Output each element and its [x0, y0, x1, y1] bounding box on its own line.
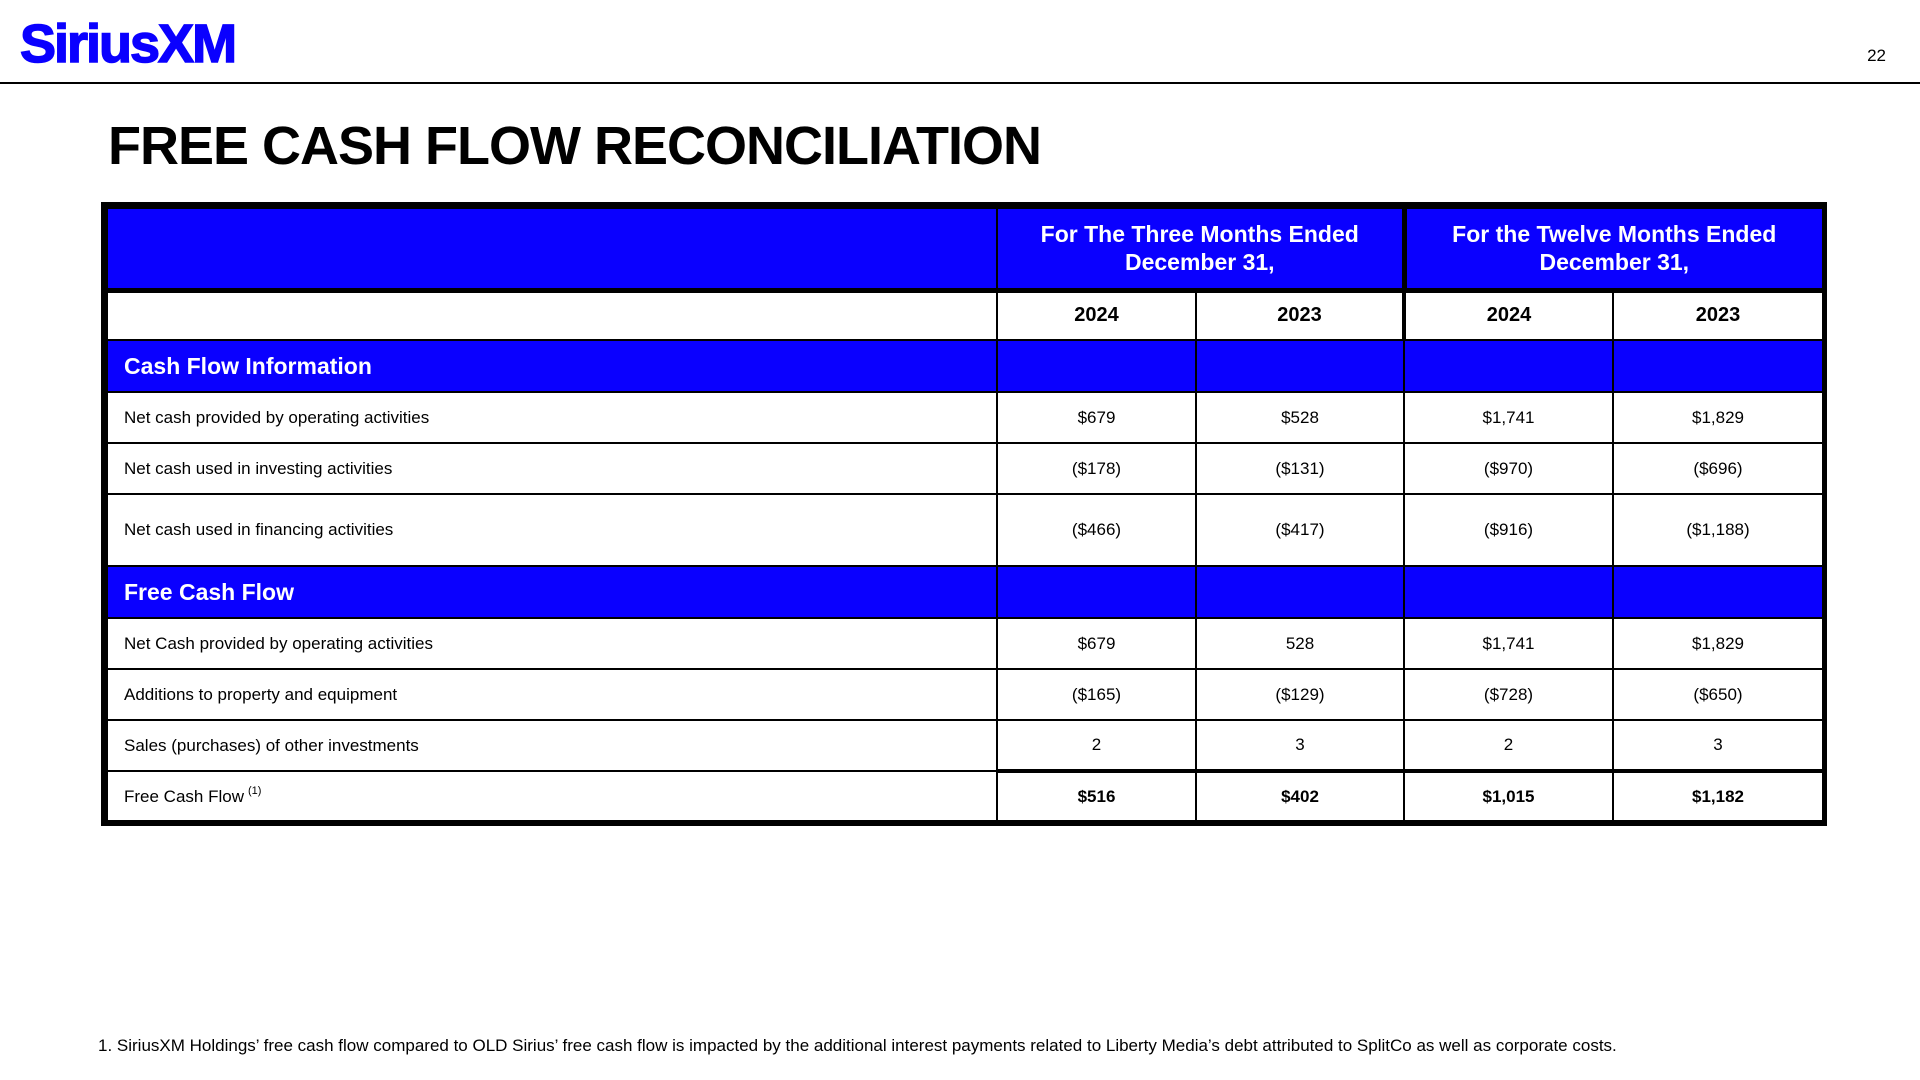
- row-label: Net Cash provided by operating activities: [107, 618, 997, 669]
- cell-value: $1,829: [1613, 618, 1823, 669]
- year-header: 2023: [1196, 290, 1404, 340]
- table-row: [107, 392, 1823, 443]
- header-divider: [0, 82, 1920, 84]
- cell-value: $1,741: [1404, 392, 1613, 443]
- section-fill: [1196, 340, 1404, 392]
- cell-value: $528: [1196, 392, 1404, 443]
- three-months-header: For The Three Months Ended December 31,: [997, 208, 1404, 290]
- row-label: Net cash provided by operating activities: [107, 392, 997, 443]
- cell-value: ($1,188): [1613, 494, 1823, 566]
- cell-value: ($970): [1404, 443, 1613, 494]
- year-blank-cell: [107, 290, 997, 340]
- reconciliation-table: [101, 202, 1827, 826]
- page-number: 22: [1867, 46, 1886, 65]
- section-fill: [1196, 566, 1404, 618]
- cell-value: $1,741: [1404, 618, 1613, 669]
- cell-value: 2: [997, 720, 1196, 771]
- row-label: Net cash used in investing activities: [107, 443, 997, 494]
- cell-value: $1,829: [1613, 392, 1823, 443]
- cell-value: ($178): [997, 443, 1196, 494]
- section-fill: [1613, 340, 1823, 392]
- header-blank-cell: [107, 208, 997, 290]
- total-row: [107, 771, 1823, 821]
- cell-value: 2: [1404, 720, 1613, 771]
- cell-value: ($417): [1196, 494, 1404, 566]
- cell-value: ($728): [1404, 669, 1613, 720]
- section-fill: [1404, 340, 1613, 392]
- row-label: Additions to property and equipment: [107, 669, 997, 720]
- page-title: FREE CASH FLOW RECONCILIATION: [108, 116, 1041, 176]
- table-row: [107, 443, 1823, 494]
- reconciliation-grid: [106, 207, 1824, 822]
- total-value: $516: [997, 771, 1196, 821]
- section-header-free-cash-flow: [107, 566, 1823, 618]
- year-header: 2024: [997, 290, 1196, 340]
- cell-value: ($650): [1613, 669, 1823, 720]
- cell-value: $679: [997, 618, 1196, 669]
- footnote: 1. SiriusXM Holdings’ free cash flow compared to OLD Sirius’ free cash flow is impacted by the additional interest payments related to Liberty Media’s debt attributed to SplitCo as well as corporate costs.: [98, 1036, 1617, 1055]
- year-header: 2024: [1404, 290, 1613, 340]
- section-title: Cash Flow Information: [107, 340, 997, 392]
- cell-value: 528: [1196, 618, 1404, 669]
- cell-value: ($916): [1404, 494, 1613, 566]
- cell-value: ($696): [1613, 443, 1823, 494]
- cell-value: 3: [1196, 720, 1404, 771]
- section-fill: [997, 340, 1196, 392]
- section-title: Free Cash Flow: [107, 566, 997, 618]
- section-fill: [1613, 566, 1823, 618]
- table-row: [107, 720, 1823, 771]
- year-header-row: [107, 290, 1823, 340]
- footnote-ref: (1): [247, 785, 262, 797]
- section-fill: [997, 566, 1196, 618]
- cell-value: ($165): [997, 669, 1196, 720]
- row-label: Net cash used in financing activities: [107, 494, 997, 566]
- total-label-cell: [107, 771, 997, 821]
- total-value: $1,015: [1404, 771, 1613, 821]
- row-label: Free Cash Flow: [124, 787, 244, 806]
- total-value: $402: [1196, 771, 1404, 821]
- twelve-months-header: For the Twelve Months Ended December 31,: [1404, 208, 1823, 290]
- siriusxm-logo: SiriusXM: [20, 14, 236, 74]
- period-header-row: [107, 208, 1823, 290]
- total-value: $1,182: [1613, 771, 1823, 821]
- table-row: [107, 494, 1823, 566]
- cell-value: 3: [1613, 720, 1823, 771]
- cell-value: ($129): [1196, 669, 1404, 720]
- table-row: [107, 669, 1823, 720]
- cell-value: ($466): [997, 494, 1196, 566]
- row-label: Sales (purchases) of other investments: [107, 720, 997, 771]
- table-row: [107, 618, 1823, 669]
- section-fill: [1404, 566, 1613, 618]
- year-header: 2023: [1613, 290, 1823, 340]
- cell-value: ($131): [1196, 443, 1404, 494]
- cell-value: $679: [997, 392, 1196, 443]
- section-header-cash-flow-information: [107, 340, 1823, 392]
